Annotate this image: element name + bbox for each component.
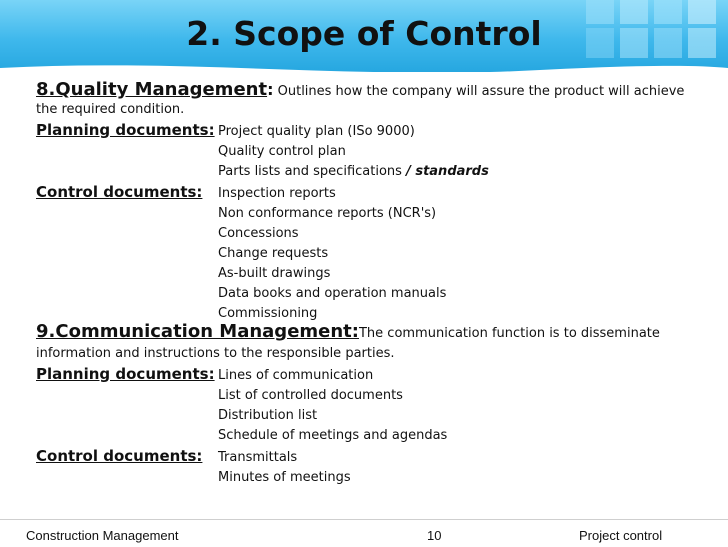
quality-colon: : (267, 80, 274, 99)
quality-control-item: Data books and operation manuals (218, 286, 447, 301)
quality-control-item: Change requests (218, 246, 329, 261)
communication-desc-line2: information and instructions to the responsible parties. (36, 346, 395, 361)
footer-left: Construction Management (26, 528, 179, 543)
quality-desc-line2: the required condition. (36, 102, 185, 117)
quality-control-label: Control documents: (36, 183, 203, 201)
quality-heading: 8.Quality Management (36, 79, 268, 100)
page-number: 10 (427, 528, 442, 543)
quality-planning-item-row (218, 162, 489, 182)
quality-planning-emphasis: / standards (406, 164, 489, 179)
quality-desc-line1: Outlines how the company will assure the product will achieve (277, 84, 685, 99)
communication-planning-item: Distribution list (218, 408, 318, 423)
communication-planning-item: Schedule of meetings and agendas (218, 428, 448, 443)
quality-planning-item: Parts lists and specifications (218, 164, 402, 179)
slide-header (0, 0, 728, 72)
communication-control-label: Control documents: (36, 447, 203, 465)
slide-title: 2. Scope of Control (186, 14, 542, 53)
communication-heading: 9.Communication Management: (36, 321, 359, 342)
communication-heading-line (36, 322, 660, 344)
quality-planning-item: Project quality plan (ISo 9000) (218, 124, 415, 139)
header-wave (0, 58, 728, 72)
communication-desc-line1: The communication function is to disseminate (358, 326, 660, 341)
communication-planning-label: Planning documents: (36, 365, 215, 383)
quality-planning-label: Planning documents: (36, 121, 215, 139)
communication-control-item: Transmittals (218, 450, 298, 465)
communication-planning-item: List of controlled documents (218, 388, 403, 403)
footer-right: Project control (579, 528, 663, 543)
quality-control-item: Non conformance reports (NCR's) (218, 206, 437, 221)
quality-planning-item: Quality control plan (218, 144, 346, 159)
quality-control-item: As-built drawings (218, 266, 331, 281)
communication-control-item: Minutes of meetings (218, 470, 351, 485)
quality-control-item: Commissioning (218, 306, 318, 321)
slide-footer (0, 519, 728, 547)
communication-planning-item: Lines of communication (218, 368, 374, 383)
quality-control-item: Concessions (218, 226, 299, 241)
quality-heading-line (36, 80, 684, 102)
quality-control-item: Inspection reports (218, 186, 336, 201)
